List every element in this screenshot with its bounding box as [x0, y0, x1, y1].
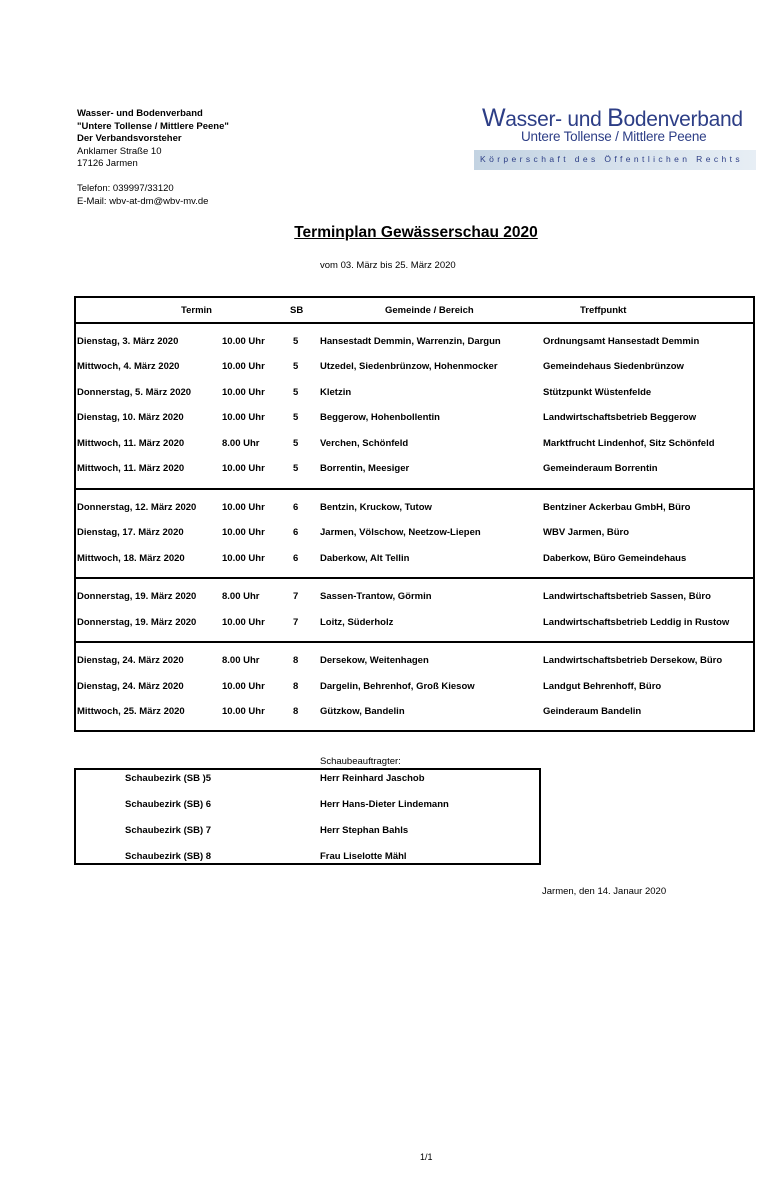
row-time: 10.00 Uhr — [222, 502, 265, 513]
document-subtitle: vom 03. März bis 25. März 2020 — [320, 260, 456, 271]
sender-role: Der Verbandsvorsteher — [77, 133, 182, 145]
row-gemeinde: Sassen-Trantow, Görmin — [320, 591, 432, 602]
row-sb: 5 — [293, 336, 299, 347]
row-date: Dienstag, 10. März 2020 — [77, 412, 184, 423]
row-treffpunkt: Gemeindehaus Siedenbrünzow — [543, 361, 684, 372]
row-sb: 5 — [293, 438, 299, 449]
row-treffpunkt: Daberkow, Büro Gemeindehaus — [543, 553, 687, 564]
row-sb: 5 — [293, 361, 299, 372]
sender-city: 17126 Jarmen — [77, 158, 138, 170]
row-date: Dienstag, 3. März 2020 — [77, 336, 179, 347]
row-gemeinde: Borrentin, Meesiger — [320, 463, 410, 474]
row-gemeinde: Verchen, Schönfeld — [320, 438, 409, 449]
schaubeauftragter-name: Herr Hans-Dieter Lindemann — [320, 799, 449, 810]
row-date: Mittwoch, 4. März 2020 — [77, 361, 180, 372]
row-sb: 8 — [293, 706, 299, 717]
row-date: Donnerstag, 19. März 2020 — [77, 617, 197, 628]
row-time: 10.00 Uhr — [222, 387, 265, 398]
row-treffpunkt: Gemeinderaum Borrentin — [543, 463, 658, 474]
row-time: 10.00 Uhr — [222, 463, 265, 474]
row-sb: 6 — [293, 502, 299, 513]
row-treffpunkt: Landwirtschaftsbetrieb Beggerow — [543, 412, 697, 423]
row-treffpunkt: WBV Jarmen, Büro — [543, 527, 630, 538]
row-time: 8.00 Uhr — [222, 655, 260, 666]
group-divider — [76, 577, 753, 579]
logo-band-text: Körperschaft des Öffentlichen Rechts — [480, 154, 744, 164]
schaubeauftragter-name: Herr Stephan Bahls — [320, 825, 409, 836]
row-gemeinde: Dersekow, Weitenhagen — [320, 655, 429, 666]
row-treffpunkt: Bentziner Ackerbau GmbH, Büro — [543, 502, 691, 513]
row-time: 8.00 Uhr — [222, 438, 260, 449]
logo-subtitle: Untere Tollense / Mittlere Peene — [521, 129, 707, 144]
row-gemeinde: Daberkow, Alt Tellin — [320, 553, 410, 564]
logo-band — [474, 150, 756, 170]
date-line: Jarmen, den 14. Janaur 2020 — [542, 886, 667, 897]
row-treffpunkt: Landwirtschaftsbetrieb Sassen, Büro — [543, 591, 711, 602]
row-treffpunkt: Stützpunkt Wüstenfelde — [543, 387, 652, 398]
row-time: 10.00 Uhr — [222, 553, 265, 564]
row-sb: 8 — [293, 655, 299, 666]
document-title: Terminplan Gewässerschau 2020 — [294, 224, 538, 241]
row-gemeinde: Dargelin, Behrenhof, Groß Kiesow — [320, 681, 475, 692]
row-treffpunkt: Landwirtschaftsbetrieb Leddig in Rustow — [543, 617, 730, 628]
row-date: Mittwoch, 18. März 2020 — [77, 553, 185, 564]
schedule-table — [74, 296, 755, 732]
group-divider — [76, 641, 753, 643]
schaubezirk-label: Schaubezirk (SB) 6 — [125, 799, 212, 810]
sender-address — [77, 108, 229, 208]
sender-phone: Telefon: 039997/33120 — [77, 182, 174, 194]
header-termin: Termin — [181, 305, 212, 316]
sender-org-name: Wasser- und Bodenverband — [77, 108, 203, 119]
header-divider — [76, 322, 753, 324]
row-sb: 6 — [293, 553, 299, 564]
row-date: Dienstag, 24. März 2020 — [77, 681, 184, 692]
row-date: Donnerstag, 19. März 2020 — [77, 591, 197, 602]
row-gemeinde: Loitz, Süderholz — [320, 617, 394, 628]
row-date: Mittwoch, 11. März 2020 — [77, 438, 185, 449]
logo-wordmark: Wasser- und Bodenverband — [482, 104, 743, 132]
row-sb: 5 — [293, 412, 299, 423]
row-time: 10.00 Uhr — [222, 527, 265, 538]
row-time: 10.00 Uhr — [222, 336, 265, 347]
header-treffpunkt: Treffpunkt — [580, 305, 627, 316]
header-gemeinde: Gemeinde / Bereich — [385, 305, 474, 316]
row-time: 10.00 Uhr — [222, 361, 265, 372]
row-time: 10.00 Uhr — [222, 412, 265, 423]
sender-org-subtitle: "Untere Tollense / Mittlere Peene" — [77, 120, 229, 132]
row-treffpunkt: Geinderaum Bandelin — [543, 706, 642, 717]
row-date: Donnerstag, 12. März 2020 — [77, 502, 197, 513]
row-treffpunkt: Landwirtschaftsbetrieb Dersekow, Büro — [543, 655, 723, 666]
schaubeauftragter-name: Frau Liselotte Mähl — [320, 851, 407, 862]
header-sb: SB — [290, 305, 304, 316]
row-date: Dienstag, 24. März 2020 — [77, 655, 184, 666]
row-gemeinde: Utzedel, Siedenbrünzow, Hohenmocker — [320, 361, 498, 372]
row-sb: 7 — [293, 617, 299, 628]
row-gemeinde: Jarmen, Völschow, Neetzow-Liepen — [320, 527, 481, 538]
row-gemeinde: Hansestadt Demmin, Warrenzin, Dargun — [320, 336, 501, 347]
row-gemeinde: Bentzin, Kruckow, Tutow — [320, 502, 432, 513]
schaubezirk-label: Schaubezirk (SB) 7 — [125, 825, 212, 836]
row-time: 10.00 Uhr — [222, 617, 265, 628]
schaubezirk-label: Schaubezirk (SB )5 — [125, 773, 212, 784]
row-sb: 7 — [293, 591, 299, 602]
row-treffpunkt: Ordnungsamt Hansestadt Demmin — [543, 336, 700, 347]
row-sb: 6 — [293, 527, 299, 538]
row-gemeinde: Beggerow, Hohenbollentin — [320, 412, 440, 423]
row-sb: 8 — [293, 681, 299, 692]
row-time: 8.00 Uhr — [222, 591, 260, 602]
page-number: 1/1 — [420, 1152, 433, 1162]
organization-logo — [474, 104, 756, 170]
row-sb: 5 — [293, 387, 299, 398]
group-divider — [76, 488, 753, 490]
schaubeauftragter-caption: Schaubeauftragter: — [320, 756, 401, 767]
schaubezirk-label: Schaubezirk (SB) 8 — [125, 851, 212, 862]
schaubeauftragter-name: Herr Reinhard Jaschob — [320, 773, 425, 784]
row-sb: 5 — [293, 463, 299, 474]
row-date: Mittwoch, 11. März 2020 — [77, 463, 185, 474]
schaubeauftragter-table — [74, 768, 541, 865]
row-gemeinde: Kletzin — [320, 387, 352, 398]
row-time: 10.00 Uhr — [222, 681, 265, 692]
sender-email: E-Mail: wbv-at-dm@wbv-mv.de — [77, 195, 209, 207]
row-time: 10.00 Uhr — [222, 706, 265, 717]
row-date: Mittwoch, 25. März 2020 — [77, 706, 185, 717]
sender-street: Anklamer Straße 10 — [77, 145, 162, 157]
row-gemeinde: Gützkow, Bandelin — [320, 706, 405, 717]
row-treffpunkt: Landgut Behrenhoff, Büro — [543, 681, 662, 692]
row-date: Dienstag, 17. März 2020 — [77, 527, 184, 538]
row-date: Donnerstag, 5. März 2020 — [77, 387, 192, 398]
row-treffpunkt: Marktfrucht Lindenhof, Sitz Schönfeld — [543, 438, 715, 449]
